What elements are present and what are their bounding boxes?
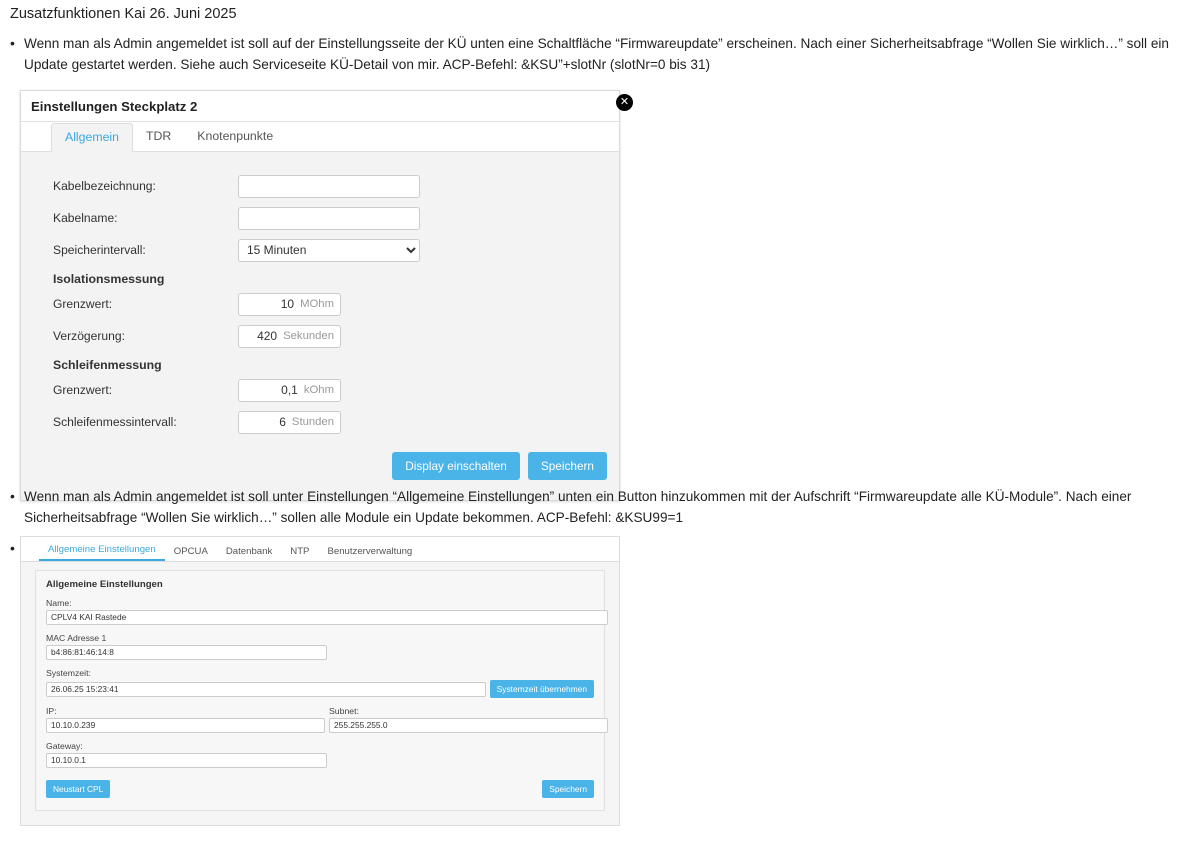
isolation-grenzwert-unit: MOhm (300, 297, 334, 310)
settings-tabbar (21, 537, 619, 562)
label-name: Name: (46, 598, 72, 608)
gateway-input[interactable]: 10.10.0.1 (46, 753, 327, 768)
bullet-item-1 (10, 33, 1186, 75)
label-speicherintervall: Speicherintervall: (53, 243, 146, 257)
dialog-actions (21, 438, 619, 486)
label-systemzeit: Systemzeit: (46, 668, 91, 678)
tab-allgemeine-einstellungen[interactable]: Allgemeine Einstellungen (39, 540, 165, 561)
dialog-header (21, 91, 630, 122)
label-ip: IP: (46, 706, 57, 716)
schleifenmessintervall-unit: Stunden (291, 415, 334, 428)
row-kabelbezeichnung (21, 170, 619, 202)
bullet-marker: • (10, 488, 15, 504)
tab-datenbank[interactable]: Datenbank (225, 546, 273, 557)
label-kabelbezeichnung: Kabelbezeichnung: (53, 179, 156, 193)
schleifen-grenzwert-unit: kOhm (303, 383, 334, 396)
dialog-title: Einstellungen Steckplatz 2 (31, 98, 198, 114)
label-isolation-verzoegerung: Verzögerung: (53, 329, 125, 343)
isolation-verzoegerung-value: 420 (257, 328, 278, 343)
settings-footer (46, 780, 594, 798)
slot-settings-dialog (20, 90, 630, 501)
subnet-input[interactable]: 255.255.255.0 (329, 718, 608, 733)
settings-panel (35, 570, 605, 811)
neustart-cpl-button[interactable]: Neustart CPL (46, 780, 110, 798)
row-schleifenmessintervall (21, 406, 619, 438)
tab-ntp[interactable]: NTP (290, 546, 310, 557)
page-title: Zusatzfunktionen Kai 26. Juni 2025 (10, 6, 237, 22)
schleifenmessintervall-input[interactable] (238, 411, 341, 434)
speicherintervall-select[interactable] (238, 239, 420, 262)
systemzeit-row (46, 680, 594, 698)
label-subnet: Subnet: (329, 706, 359, 716)
schleifen-grenzwert-value: 0,1 (281, 382, 298, 397)
dialog-body (21, 152, 619, 500)
label-gateway: Gateway: (46, 741, 83, 751)
label-schleifenmessintervall: Schleifenmessintervall: (53, 415, 177, 429)
display-einschalten-button[interactable]: Display einschalten (392, 452, 520, 480)
kabelname-input[interactable] (238, 207, 420, 230)
tab-allgemein[interactable]: Allgemein (51, 123, 133, 152)
tab-knotenpunkte[interactable]: Knotenpunkte (197, 129, 274, 143)
row-ip-subnet (46, 706, 594, 733)
tab-opcua[interactable]: OPCUA (173, 546, 208, 557)
bullet-marker: • (10, 35, 15, 51)
mac-input[interactable]: b4:86:81:46:14:8 (46, 645, 327, 660)
isolation-verzoegerung-input[interactable] (238, 325, 341, 348)
bullet-text-1: Wenn man als Admin angemeldet ist soll auf der Einstellungsseite der KÜ unten eine Schaltfläche “Firmwareupdate” erscheinen. Nach einer Sicherheitsabfrage “Wollen Sie wirklich…” soll ein Update gestartet werden. Siehe auch Serviceseite KÜ-Detail von mir. ACP-Befehl: &KSU”+slotNr (slotNr=0 bis 31) (24, 36, 1169, 72)
bullet-item-2 (10, 486, 1186, 528)
label-isolation-grenzwert: Grenzwert: (53, 297, 113, 311)
section-schleifenmessung: Schleifenmessung (53, 358, 162, 372)
col-subnet (329, 706, 608, 733)
settings-body (21, 562, 619, 825)
dialog-tabbar (21, 122, 619, 152)
label-mac: MAC Adresse 1 (46, 633, 107, 643)
row-isolation-verzoegerung (21, 320, 619, 352)
row-schleifen-grenzwert (21, 374, 619, 406)
label-kabelname: Kabelname: (53, 211, 118, 225)
ip-input[interactable]: 10.10.0.239 (46, 718, 325, 733)
row-isolation-grenzwert (21, 288, 619, 320)
systemzeit-uebernehmen-button[interactable]: Systemzeit übernehmen (490, 680, 594, 698)
schleifenmessintervall-value: 6 (279, 414, 286, 429)
schleifen-grenzwert-input[interactable] (238, 379, 341, 402)
bullet-marker: • (10, 540, 15, 556)
bullet-text-2: Wenn man als Admin angemeldet ist soll unter Einstellungen “Allgemeine Einstellungen” unten ein Button hinzukommen mit der Aufschrift “Firmwareupdate alle KÜ-Module”. Nach einer Sicherheitsabfrage “Wollen Sie wirklich…” sollen alle Module ein Update bekommen. ACP-Befehl: &KSU99=1 (24, 489, 1132, 525)
isolation-grenzwert-value: 10 (280, 296, 295, 311)
kabelbezeichnung-input[interactable] (238, 175, 420, 198)
row-name (46, 598, 594, 625)
isolation-verzoegerung-unit: Sekunden (283, 329, 334, 342)
save-button[interactable]: Speichern (528, 452, 607, 480)
row-speicherintervall (21, 234, 619, 266)
systemzeit-input[interactable]: 26.06.25 15:23:41 (46, 682, 486, 697)
general-settings-dialog (20, 536, 620, 826)
close-icon[interactable]: ✕ (616, 94, 633, 111)
name-input[interactable]: CPLV4 KAI Rastede (46, 610, 608, 625)
row-gateway (46, 741, 594, 768)
row-systemzeit (46, 668, 594, 698)
panel-title: Allgemeine Einstellungen (46, 579, 163, 590)
label-schleifen-grenzwert: Grenzwert: (53, 383, 113, 397)
tab-benutzerverwaltung[interactable]: Benutzerverwaltung (327, 546, 413, 557)
row-kabelname (21, 202, 619, 234)
tab-tdr[interactable]: TDR (146, 129, 172, 143)
section-isolationsmessung: Isolationsmessung (53, 272, 165, 286)
col-ip (46, 706, 325, 733)
row-mac (46, 633, 594, 660)
isolation-grenzwert-input[interactable] (238, 293, 341, 316)
settings-save-button[interactable]: Speichern (542, 780, 594, 798)
